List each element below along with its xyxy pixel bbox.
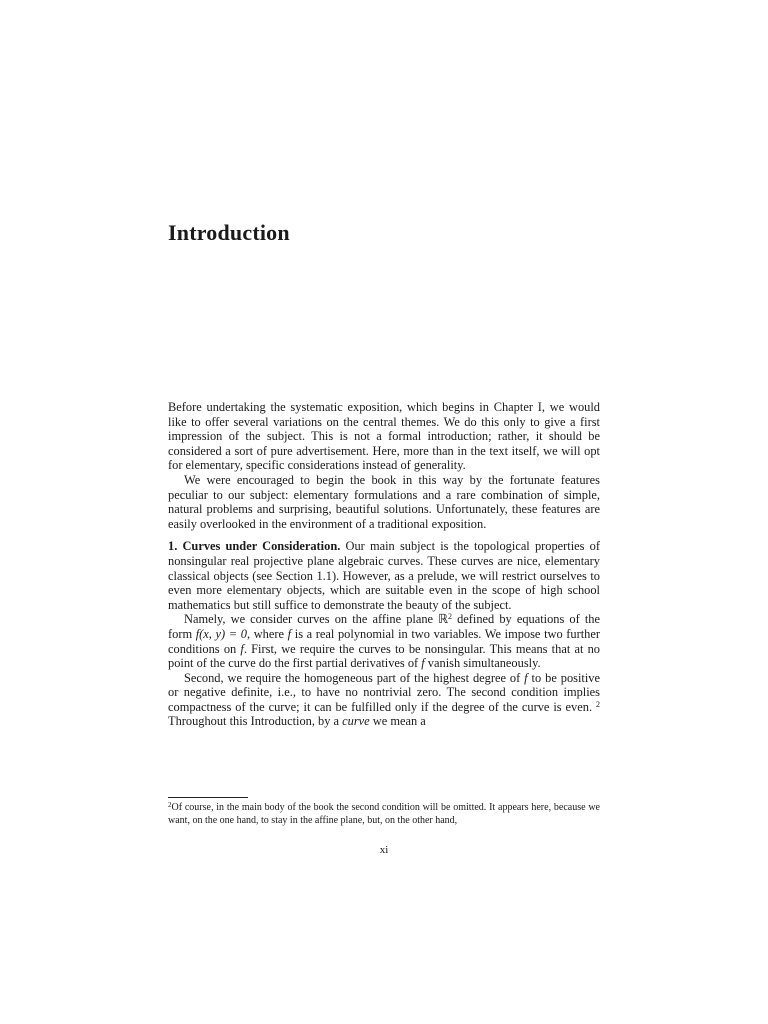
paragraph-2: We were encouraged to begin the book in this way by the fortunate features peculiar to our subject: elementary formulations and a rare combination of simple, natural problems and surprising, beautiful solutions. Unfortunately, these features are easily overlooked in the environment of a traditional exposition. [168,472,600,531]
paragraph-5 [168,671,600,729]
paragraph-1: Before undertaking the systematic exposition, which begins in Chapter I, we would like to offer several variations on the central themes. We do this only to give a first impression of the subject. This is not a formal introduction; rather, it should be considered a sort of pure advertisement. Here, more than in the text itself, we will opt for elementary, specific considerations instead of generality. [168,400,600,473]
footnote [168,801,600,828]
body-text [168,400,600,729]
text-run: vanish simultaneously. [424,656,541,671]
footnote-mark: 2 [168,801,172,809]
section-heading: 1. Curves under Consideration. [168,539,341,554]
footnote-reference[interactable]: 2 [596,699,600,709]
text-run: is a real polynomial in two variables. We impose two further conditions on [168,626,601,656]
footnote-rule [168,797,248,798]
text-run: Namely, we consider curves on the affine plane ℝ [184,612,448,627]
footnote-text: Of course, in the main body of the book the second condition will be omitted. It appears here, because we want, on the one hand, to stay in the affine plane, but, on the other hand, [168,802,600,827]
math-symbol: f [287,626,292,641]
section-paragraph [168,539,600,612]
page-number: xi [379,844,389,856]
text-run: defined by equations of the form [168,612,600,641]
page-title: Introduction [168,220,290,245]
math-symbol: f [240,641,244,656]
section-text: Our main subject is the topological properties of nonsingular real projective plane algebraic curves. These curves are nice, elementary classical objects (see Section 1.1). However, as a prelude, we will restrict ourselves to even more elementary objects, which are suitable even in the scope of high school mathematics but still suffice to demonstrate the beauty of the subject. [168,539,601,612]
equation: f(x, y) = 0 [195,626,247,641]
text-run: Throughout this Introduction, by a [168,714,343,729]
paragraph-4 [168,612,600,670]
math-symbol: f [524,670,528,685]
text-run: , where [247,626,288,641]
superscript: 2 [447,612,452,622]
text-run: . First, we require the curves to be nonsingular. This means that at no point of the curve do the first partial derivatives of [168,641,600,671]
text-run: we mean a [369,714,426,729]
math-symbol: f [421,656,425,671]
text-run: to be positive or negative definite, i.e., to have no nontrivial zero. The second condition implies compactness of the curve; it can be fulfilled only if the degree of the curve is even. [168,670,600,714]
emphasis: curve [342,714,370,729]
text-run: Second, we require the homogeneous part of the highest degree of [184,670,525,685]
